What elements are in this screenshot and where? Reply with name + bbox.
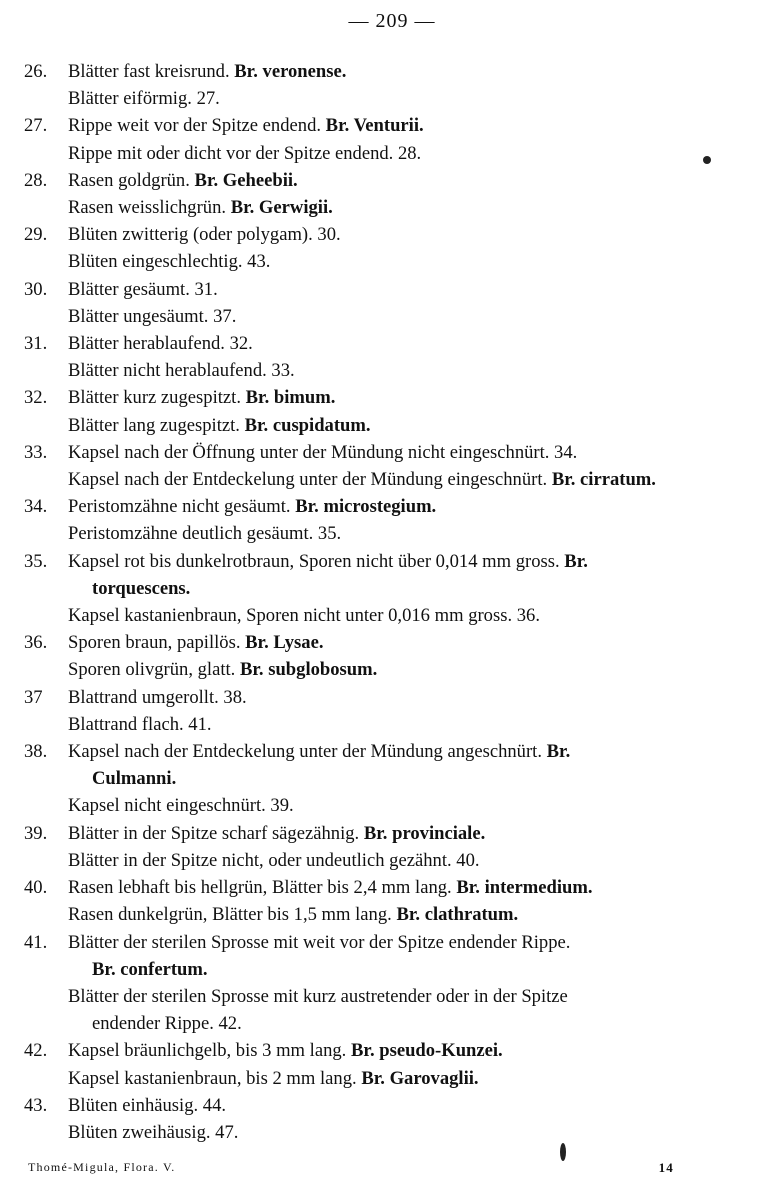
description: Blätter in der Spitze nicht, oder undeutlich gezähnt. 40.: [68, 849, 480, 871]
species-name: torquescens.: [92, 577, 191, 599]
description: Kapsel nicht eingeschnürt. 39.: [68, 795, 294, 817]
key-text: [68, 384, 759, 411]
species-name: Br.: [564, 550, 588, 572]
key-line: [24, 874, 759, 901]
key-line: [24, 412, 759, 439]
couplet-number: 32.: [24, 387, 48, 409]
couplet-number: [24, 303, 68, 330]
couplet-number: [24, 194, 68, 221]
couplet-number: 36.: [24, 632, 48, 654]
ink-spot: [560, 1143, 566, 1161]
species-name: Br. cuspidatum.: [244, 414, 371, 436]
description: Rippe mit oder dicht vor der Spitze endend. 28.: [68, 142, 422, 164]
couplet-number: 26.: [24, 61, 48, 82]
key-line: [24, 520, 759, 547]
key-line-continuation: [24, 575, 759, 602]
description: Rasen goldgrün.: [68, 169, 190, 191]
couplet-number: [24, 983, 68, 1010]
couplet-number: 34.: [24, 496, 48, 518]
description: Sporen olivgrün, glatt.: [68, 659, 236, 681]
species-name: Br. provinciale.: [363, 822, 486, 844]
key-line: [24, 1037, 759, 1064]
key-line: [24, 167, 759, 194]
key-line: [24, 602, 759, 629]
couplet-number: [24, 248, 68, 275]
key-line: [24, 276, 759, 303]
species-name: Br. pseudo-Kunzei.: [351, 1040, 503, 1062]
key-line: [24, 330, 759, 357]
couplet-number: 41.: [24, 931, 48, 953]
key-text: [68, 820, 759, 847]
couplet-number: 38.: [24, 741, 48, 763]
key-text: [68, 493, 759, 520]
description: Blätter der sterilen Sprosse mit kurz austretender oder in der Spitze: [68, 985, 568, 1007]
description: Rasen weisslichgrün.: [68, 197, 227, 219]
description: Kapsel kastanienbraun, Sporen nicht unter 0,016 mm gross. 36.: [68, 605, 540, 627]
couplet-number: [24, 847, 68, 874]
key-line: [24, 439, 759, 466]
couplet-number: [24, 466, 68, 493]
description: Blätter gesäumt. 31.: [68, 278, 218, 300]
description: Blüten einhäusig. 44.: [68, 1094, 227, 1116]
description: Peristomzähne nicht gesäumt.: [68, 496, 291, 518]
description: Kapsel nach der Öffnung unter der Mündung nicht eingeschnürt. 34.: [68, 441, 578, 463]
key-line: [24, 112, 759, 139]
key-line: [24, 929, 759, 956]
description: Blätter eiförmig. 27.: [68, 88, 220, 110]
identification-key: [24, 58, 759, 1146]
couplet-number: 42.: [24, 1040, 48, 1062]
description: Rasen lebhaft bis hellgrün, Blätter bis 2,4 mm lang.: [68, 877, 452, 899]
couplet-number: [24, 140, 68, 167]
couplet-number: [24, 711, 68, 738]
key-text: [68, 929, 759, 956]
key-line: [24, 194, 759, 221]
species-name: Br. Geheebii.: [194, 169, 298, 191]
key-text: [68, 248, 759, 275]
key-line: [24, 1119, 759, 1146]
key-text: [68, 194, 759, 221]
key-line-continuation: [24, 765, 759, 792]
species-name: Br.: [546, 741, 571, 763]
couplet-number: [24, 85, 68, 112]
species-name: Br. veronense.: [234, 61, 347, 82]
key-line: [24, 466, 759, 493]
couplet-number: [24, 901, 68, 928]
description: Kapsel bräunlichgelb, bis 3 mm lang.: [68, 1040, 347, 1062]
key-line: [24, 629, 759, 656]
description: Blattrand flach. 41.: [68, 713, 212, 735]
key-text: [68, 276, 759, 303]
couplet-number: 37: [24, 686, 43, 708]
key-text: [68, 874, 759, 901]
couplet-number: 27.: [24, 115, 48, 137]
key-line: [24, 1092, 759, 1119]
key-text: [68, 303, 759, 330]
key-text: [68, 330, 759, 357]
species-name: Culmanni.: [92, 768, 177, 790]
description: Blätter nicht herablaufend. 33.: [68, 360, 295, 382]
key-text: [68, 412, 759, 439]
description: Blätter lang zugespitzt.: [68, 414, 240, 436]
key-line: [24, 792, 759, 819]
description: Blüten zwitterig (oder polygam). 30.: [68, 224, 341, 246]
key-line: [24, 901, 759, 928]
couplet-number: [24, 1065, 68, 1092]
species-name: Br. Venturii.: [325, 115, 424, 137]
key-line: [24, 357, 759, 384]
description: Blätter kurz zugespitzt.: [68, 387, 241, 409]
description: Blätter herablaufend. 32.: [68, 333, 253, 355]
couplet-number: [24, 412, 68, 439]
key-text: [68, 58, 759, 85]
key-text: [68, 548, 759, 575]
key-line: [24, 847, 759, 874]
couplet-number: 35.: [24, 550, 48, 572]
description: Peristomzähne deutlich gesäumt. 35.: [68, 523, 342, 545]
key-text: [68, 520, 759, 547]
key-text: [68, 901, 759, 928]
species-name: Br. confertum.: [92, 958, 208, 980]
key-text: [68, 847, 759, 874]
description: Blätter in der Spitze scharf sägezähnig.: [68, 822, 360, 844]
couplet-number: 30.: [24, 278, 48, 300]
species-name: Br. Garovaglii.: [361, 1067, 479, 1089]
couplet-number: 29.: [24, 224, 48, 246]
key-line: [24, 711, 759, 738]
key-line: [24, 221, 759, 248]
key-line: [24, 656, 759, 683]
description: Blattrand umgerollt. 38.: [68, 686, 247, 708]
description: Rasen dunkelgrün, Blätter bis 1,5 mm lang.: [68, 904, 392, 926]
key-text: [68, 629, 759, 656]
description: Rippe weit vor der Spitze endend.: [68, 115, 322, 137]
description: Blätter ungesäumt. 37.: [68, 305, 237, 327]
couplet-number: [24, 656, 68, 683]
key-line: [24, 1065, 759, 1092]
key-line: [24, 548, 759, 575]
key-text: [68, 439, 759, 466]
key-line: [24, 85, 759, 112]
key-text: [68, 602, 759, 629]
key-line: [24, 303, 759, 330]
description: Kapsel kastanienbraun, bis 2 mm lang.: [68, 1067, 357, 1089]
key-line: [24, 384, 759, 411]
description: Blüten eingeschlechtig. 43.: [68, 251, 271, 273]
ink-spot: [703, 156, 711, 164]
key-text: [68, 112, 759, 139]
footer-source: Thomé-Migula, Flora. V.: [28, 1160, 176, 1174]
key-text: [68, 983, 759, 1010]
key-text: [68, 85, 759, 112]
couplet-number: 40.: [24, 877, 48, 899]
key-text: [68, 1092, 759, 1119]
key-text: [68, 357, 759, 384]
key-line: [24, 820, 759, 847]
couplet-number: 33.: [24, 441, 48, 463]
key-text: [68, 221, 759, 248]
key-text: [68, 1119, 759, 1146]
key-line: [24, 248, 759, 275]
page-number-header: — 209 —: [348, 10, 436, 32]
couplet-number: 31.: [24, 333, 48, 355]
species-name: Br. Gerwigii.: [230, 197, 333, 219]
key-text: [68, 738, 759, 765]
description: Kapsel rot bis dunkelrotbraun, Sporen nicht über 0,014 mm gross.: [68, 550, 560, 572]
couplet-number: 39.: [24, 822, 48, 844]
key-line-continuation: [24, 1010, 759, 1037]
description: Blüten zweihäusig. 47.: [68, 1121, 239, 1143]
couplet-number: [24, 357, 68, 384]
couplet-number: 43.: [24, 1094, 48, 1116]
key-line-continuation: [24, 956, 759, 983]
key-text: [68, 1037, 759, 1064]
footer-signature: 14: [658, 1160, 674, 1175]
key-line: [24, 684, 759, 711]
species-name: Br. Lysae.: [245, 632, 324, 654]
species-name: Br. cirratum.: [551, 469, 656, 491]
couplet-number: 28.: [24, 169, 48, 191]
species-name: Br. subglobosum.: [239, 659, 378, 681]
description: Sporen braun, papillös.: [68, 632, 241, 654]
key-line: [24, 738, 759, 765]
species-name: Br. intermedium.: [456, 877, 593, 899]
species-name: Br. bimum.: [245, 387, 336, 409]
key-text: [68, 656, 759, 683]
description: Blätter fast kreisrund.: [68, 61, 230, 82]
key-line: [24, 58, 759, 85]
key-text: [68, 792, 759, 819]
key-text: [68, 167, 759, 194]
key-text: [68, 140, 759, 167]
key-line: [24, 140, 759, 167]
key-text: [68, 466, 759, 493]
description: Kapsel nach der Entdeckelung unter der Mündung eingeschnürt.: [68, 469, 548, 491]
key-text: [68, 684, 759, 711]
couplet-number: [24, 602, 68, 629]
description: Kapsel nach der Entdeckelung unter der Mündung angeschnürt.: [68, 741, 542, 763]
key-line: [24, 493, 759, 520]
species-name: Br. microstegium.: [295, 496, 437, 518]
couplet-number: [24, 1119, 68, 1146]
description: endender Rippe. 42.: [92, 1013, 242, 1035]
description: Blätter der sterilen Sprosse mit weit vor der Spitze endender Rippe.: [68, 931, 571, 953]
couplet-number: [24, 792, 68, 819]
couplet-number: [24, 520, 68, 547]
key-text: [68, 711, 759, 738]
species-name: Br. clathratum.: [396, 904, 519, 926]
key-text: [68, 1065, 759, 1092]
key-line: [24, 983, 759, 1010]
